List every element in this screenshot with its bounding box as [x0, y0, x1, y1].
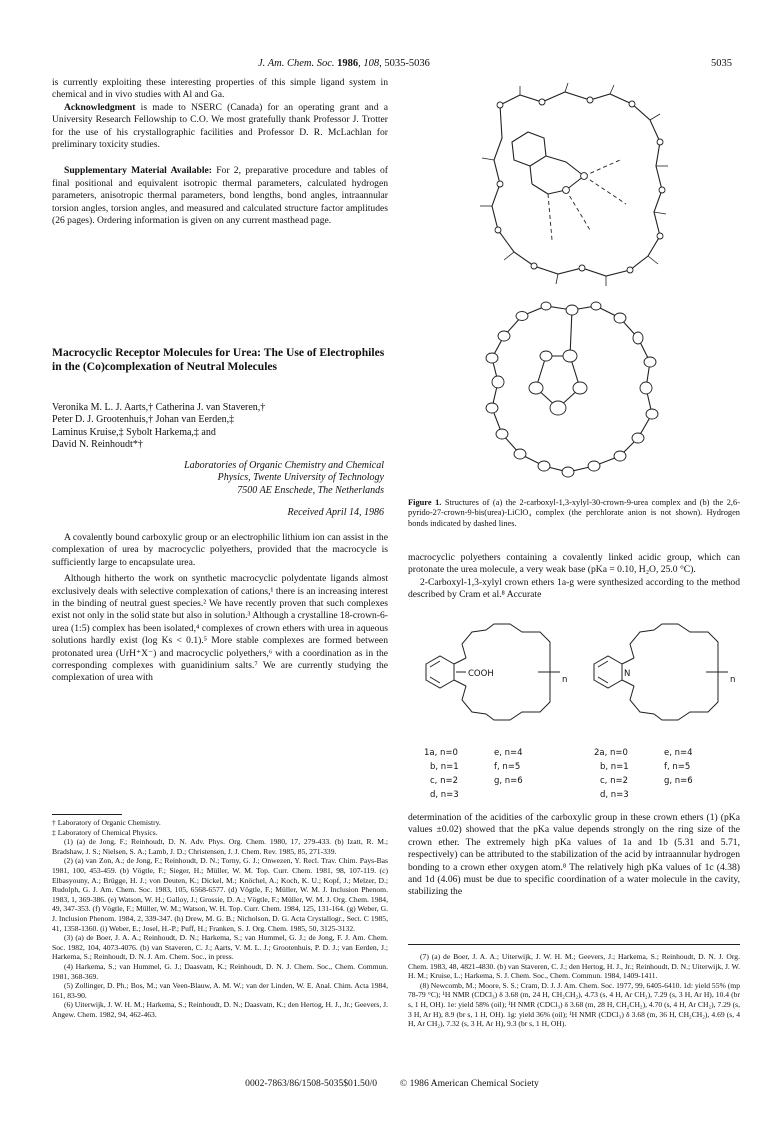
compound-row — [594, 746, 744, 760]
page-number: 5035 — [711, 58, 732, 69]
compound-row — [424, 788, 574, 802]
journal-pages: 5035-5036 — [384, 58, 430, 69]
compound-label: 2a, n=0 — [594, 748, 628, 758]
ack-head: Acknowledgment — [64, 101, 136, 113]
figure-label: Figure 1. — [408, 498, 442, 507]
compound-label: c, n=2 — [600, 776, 628, 786]
footnote: † Laboratory of Organic Chemistry. — [52, 818, 161, 827]
compound-label: f, n=5 — [494, 762, 521, 772]
crystal-structure-a — [470, 80, 680, 290]
structure-2-n-label: n — [730, 675, 736, 685]
author-line: Veronika M. L. J. Aarts,† Catherina J. van Staveren,† — [52, 402, 266, 413]
compound-label: 1a, n=0 — [424, 748, 458, 758]
structure-2-atom-label: N — [624, 669, 631, 679]
compound-row — [594, 774, 744, 788]
structure-1-group-label: COOH — [468, 669, 494, 679]
journal-name: J. Am. Chem. Soc. — [258, 58, 335, 69]
supplementary — [52, 165, 388, 227]
left-top-block — [52, 77, 388, 227]
author-list — [52, 402, 388, 452]
compound-label: e, n=4 — [664, 748, 693, 758]
compound-label: g, n=6 — [664, 776, 693, 786]
compound-label: d, n=3 — [600, 790, 629, 800]
footnote-rule — [52, 814, 122, 815]
footer-code: 0002-7863/86/1508-5035$01.50/0 — [245, 1078, 378, 1089]
footnote: (3) (a) de Boer, J. A. A.; Reinhoudt, D. N.; Harkema, S.; van Hummel, G. J.; de Jong, F. J. Am. Chem. Soc. 1982, 104, 4073-4076. (b) van Staveren, C. J.; Aarts, V. M. L. J.; Grootenhuis, P. D. J.; van Eerden, J.; Harkema, S.; Reinhoudt, D. N. J. Am. Chem. Soc., in press. — [52, 933, 388, 962]
received-date: Received April 14, 1986 — [287, 507, 384, 519]
structure-2 — [578, 618, 744, 738]
left-body — [52, 532, 388, 685]
compound-labels-2 — [594, 746, 744, 802]
supp-text: For 2, preparative procedure and tables of final positional and equivalent isotropic thermal parameters, calculated hydrogen parameters, anisotropic thermal parameters, bond lengths, bond angles, intraannular torsion angles, torsion angles, and measured and calculated structure factor amplitudes (26 pages). Ordering information is given on any current masthead page. — [52, 165, 389, 227]
running-header: J. Am. Chem. Soc. 1986, 108, 5035-5036 — [258, 58, 430, 69]
affiliation-line: Physics, Twente University of Technology — [217, 472, 384, 484]
affiliation — [52, 460, 384, 520]
compound-labels-1 — [424, 746, 574, 802]
compound-label: g, n=6 — [494, 776, 523, 786]
footnote: ‡ Laboratory of Chemical Physics. — [52, 827, 158, 837]
article-title: Macrocyclic Receptor Molecules for Urea: The Use of Electrophiles in the (Co)complexation of Neutral Molecules — [52, 346, 385, 373]
structure-1 — [410, 618, 576, 738]
journal-volume: 108 — [363, 58, 380, 69]
footnote-rule — [408, 944, 740, 945]
right-body-bottom — [408, 812, 740, 899]
right-body-top — [408, 552, 740, 602]
footnote: (8) Newcomb, M.; Moore, S. S.; Cram, D. J. J. Am. Chem. Soc. 1977, 99, 6405-6410. 1d: yield 55% (mp 78-79 °C); ¹H NMR (CDCl₃) δ 3.68 (m, 24 H, CH₂CH₂), 4.73 (s, 4 H, Ar CH₂), 7.29 (s, 3 H, Ar H), 10.4 (br s, 1 H, OH). 1e: yield 58% (oil); ¹H NMR (CDCl₃) δ 3.68 (m, 28 H, CH₂CH₂), 4.70 (s, 4 H, Ar CH₂), 7.29 (s, 3 H, Ar H), 8.9 (br s, 1 H, OH). 1g: yield 36% (oil); ¹H NMR (CDCl₃) δ 3.68 (m, 36 H, CH₂CH₂), 4.69 (s, 4 H, Ar CH₂), 7.32 (s, 3 H, Ar H), 9.3 (br s, 1 H, OH). — [408, 980, 740, 1029]
abstract: A covalently bound carboxylic group or an electrophilic lithium ion can assist in the complexation of urea by macrocyclic polyethers, provided that the macrocycle is sufficiently large to encapsulate urea. — [52, 532, 388, 568]
footnote: (6) Uiterwijk, J. W. H. M.; Harkema, S.; Reinhoudt, D. N.; Daasvatn, K.; den Hertog, H. J., Jr.; Geevers, J. Angew. Chem. 1982, 94, 462-463. — [52, 1000, 388, 1019]
compound-row — [594, 760, 744, 774]
footnote: (1) (a) de Jong, F.; Reinhoudt, D. N. Adv. Phys. Org. Chem. 1980, 17, 279-433. (b) Izatt, R. M.; Bradshaw, J. S.; Nielsen, S. A.; Lamb, J. D.; Christensen, J. J. Chem. Rev. 1985, 85, 271-339. — [52, 837, 388, 856]
body-paragraph: macrocyclic polyethers containing a covalently linked acidic group, which can protonate the urea molecule, a very weak base (pKa = 0.10, H₂O, 25.0 °C). — [408, 552, 740, 576]
acknowledgment — [52, 102, 388, 152]
compound-label: e, n=4 — [494, 748, 523, 758]
compound-label: b, n=1 — [600, 762, 629, 772]
compound-row — [594, 788, 744, 802]
compound-row — [424, 760, 574, 774]
author-line: David N. Reinhoudt*† — [52, 439, 143, 451]
author-line: Laminus Kruise,‡ Sybolt Harkema,‡ and — [52, 426, 216, 438]
structure-1-n-label: n — [562, 675, 568, 685]
journal-year: 1986 — [337, 58, 359, 69]
compound-row — [424, 774, 574, 788]
crystal-structure-b — [462, 296, 680, 492]
compound-label: f, n=5 — [664, 762, 691, 772]
compound-label: d, n=3 — [430, 790, 459, 800]
right-footnotes — [408, 952, 740, 1029]
figure-caption — [408, 498, 740, 529]
footer — [0, 1078, 784, 1089]
footnote: (5) Zollinger, D. Ph.; Bos, M.; van Veen-Blauw, A. M. W.; van der Linden, W. E. Anal. Chim. Acta 1984, 161, 83-90. — [52, 981, 388, 1000]
compound-label: b, n=1 — [430, 762, 459, 772]
footnote: (2) (a) van Zon, A.; de Jong, F.; Reinhoudt, D. N.; Torny, G. J.; Onwezen, Y. Recl. Trav. Chim. Pays-Bas 1981, 100, 453-459. (b) Vögtle, F.; Sieger, H.; Müller, W. M. Top. Curr. Chem. 1981, 98, 107-119. (c) Elbasyouny, A.; Brügge, H. J.; von Deuten, K.; Dickel, M.; Knöchel, A.; Koch, K. U.; Kopf, J.; Melzer, D.; Rudolph, G. J. Am. Chem. Soc. 1983, 105, 6568-6577. (d) Vögtle, F.; Müller, W. M. J. Inclusion Phenom. 1983, 1, 369-386. (e) Watson, W. H.; Galloy, J.; Grossie, D. A.; Vögtle, F.; Müller, W. M. J. Org. Chem. 1984, 49, 347-353. (f) Vögtle, F.; Müller, W. M.; Watson, W. H. Top. Curr. Chem. 1984, 125, 131-164. (g) Weber, G. J. Inclusion Phenom. 1984, 2, 339-347. (h) Drew, M. G. B.; Nicholson, D. G. Acta Crystallogr., Sect. C 1985, 41, 1358-1360. (i) Weber, E.; Josel, H.-P.; Puff, H.; Franken, S. J. Org. Chem. 1985, 50, 3125-3132. — [52, 856, 388, 933]
body-paragraph: 2-Carboxyl-1,3-xylyl crown ethers 1a-g were synthesized according to the method described by Cram et al.⁸ Accurate — [408, 576, 740, 601]
affiliation-line: 7500 AE Enschede, The Netherlands — [237, 484, 384, 496]
left-footnotes — [52, 818, 388, 1019]
compound-label: c, n=2 — [430, 776, 458, 786]
footer-copyright: © 1986 American Chemical Society — [399, 1078, 539, 1089]
footnote: (4) Harkema, S.; van Hummel, G. J.; Daasvatn, K.; Reinhoudt, D. N. J. Chem. Soc., Chem. Commun. 1981, 368-369. — [52, 961, 388, 981]
compound-row — [424, 746, 574, 760]
figure-caption-text: Structures of (a) the 2-carboxyl-1,3-xylyl-30-crown-9-urea complex and (b) the 2,6-pyrido-27-crown-9-bis(urea)-LiClO₄ complex (the perchlorate anion is not shown). Hydrogen bonds indicated by dashed lines. — [408, 498, 740, 528]
continuation-text: is currently exploiting these interesting properties of this simple ligand system in chemical and in vivo studies with Al and Ga. — [52, 77, 388, 101]
body-paragraph: determination of the acidities of the carboxylic group in these crown ethers (1) (pKa values ±0.02) showed that the pKa value depends strongly on the ring size of the crown ether. The extremely high pKa values of 1a and 1b (5.31 and 5.71, respectively) can be attributed to the stabilization of the acid by intraannular hydrogen bonding to a crown ether oxygen atom.⁸ The relatively high pKa values of 1c (4.38) and 1d (4.06) must be due to specific coordination of a water molecule in the cavity, stabilizing the — [408, 812, 740, 898]
author-line: Peter D. J. Grootenhuis,† Johan van Eerden,‡ — [52, 414, 235, 426]
body-paragraph: Although hitherto the work on synthetic macrocyclic polydentate ligands almost exclusively deals with selective complexation of cations,¹ there is an increasing interest in the binding of neutral guest species.² We have recently proven that such complexes exist not only in the solid state but also in solution.³ Although a crystalline 18-crown-6-urea (1:5) complex has been isolated,⁴ complexes of crown ethers with urea in aqueous solutions hardly exist (log Ks < 0.1).⁵ More stable complexes are formed between protonated urea (UrH⁺X⁻) and macrocyclic polyethers,⁶ with a coordination as in the corresponding complexes with guanidinium salts.⁷ We are currently studying the complexation of urea with — [52, 573, 388, 684]
footnote: (7) (a) de Boer, J. A. A.; Uiterwijk, J. W. H. M.; Geevers, J.; Harkema, S.; Reinhoudt, D. N. J. Org. Chem. 1983, 48, 4821-4830. (b) van Staveren, C. J.; den Hertog, H. J., Jr.; Reinhoudt, D. N.; Uiterwijk, J. W. H. M.; Kruise, L.; Harkema, S. J. Chem. Soc., Chem. Commun. 1984, 1409-1411. — [408, 952, 740, 981]
affiliation-line: Laboratories of Organic Chemistry and Chemical — [184, 460, 384, 471]
supp-head: Supplementary Material Available: — [64, 165, 212, 177]
ack-text: is made to NSERC (Canada) for an operating grant and a University Research Fellowship to C.O. We most gratefully thank Professor J. Trotter for the use of his crystallographic facilities and Professor D. R. McLachlan for preliminary toxicity studies. — [52, 101, 388, 151]
